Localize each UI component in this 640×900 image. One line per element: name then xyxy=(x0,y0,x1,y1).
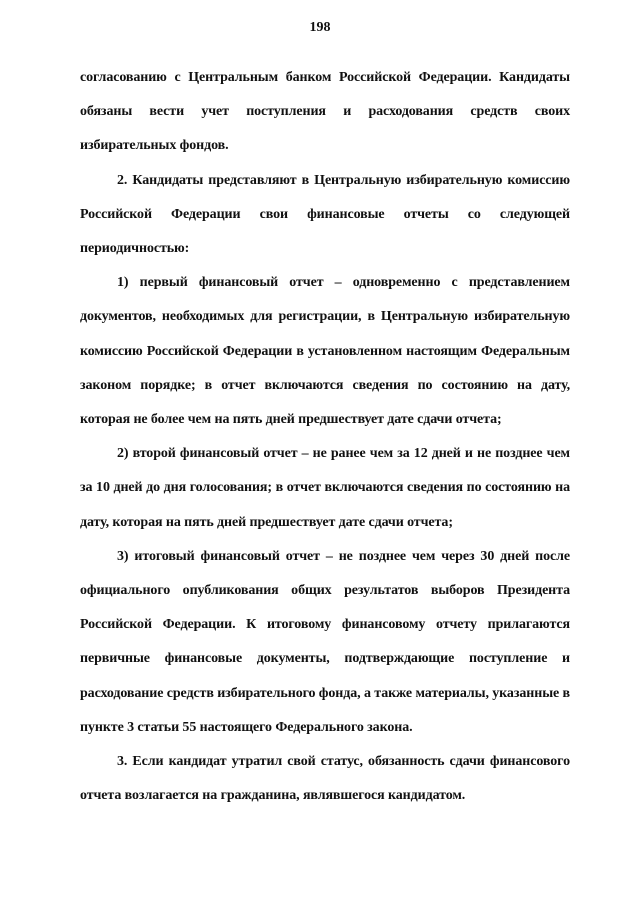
paragraph-item-2: 2. Кандидаты представляют в Центральную избирательную комиссию Российской Федерации свои финансовые отчеты со следующей периодичностью: xyxy=(80,172,570,257)
paragraph-subitem-2: 2) второй финансовый отчет – не ранее чем за 12 дней и не позднее чем за 10 дней до дня голосования; в отчет включаются сведения по состоянию на дату, которая на пять дней предшествует дате сдачи отчета; xyxy=(80,446,570,530)
paragraph-subitem-3: 3) итоговый финансовый отчет – не позднее чем через 30 дней после официального опубликования общих результатов выборов Президента Российской Федерации. К итоговому финансовому отчету прилагаются первичные финансовые документы, подтверждающие поступление и расходование средств избирательного фонда, а также материалы, указанные в пункте 3 статьи 55 настоящего Федерального закона. xyxy=(80,548,570,735)
page-number: 198 xyxy=(309,20,331,35)
document-body xyxy=(80,61,570,813)
paragraph-item-3: 3. Если кандидат утратил свой статус, обязанность сдачи финансового отчета возлагается на гражданина, являвшегося кандидатом. xyxy=(80,754,570,804)
paragraph-continuation: согласованию с Центральным банком Российской Федерации. Кандидаты обязаны вести учет поступления и расходования средств своих избирательных фондов. xyxy=(80,70,570,154)
paragraph-subitem-1: 1) первый финансовый отчет – одновременно с представлением документов, необходимых для регистрации, в Центральную избирательную комиссию Российской Федерации в установленном настоящим Федеральным законом порядке; в отчет включаются сведения по состоянию на дату, которая не более чем на пять дней предшествует дате сдачи отчета; xyxy=(80,275,570,428)
